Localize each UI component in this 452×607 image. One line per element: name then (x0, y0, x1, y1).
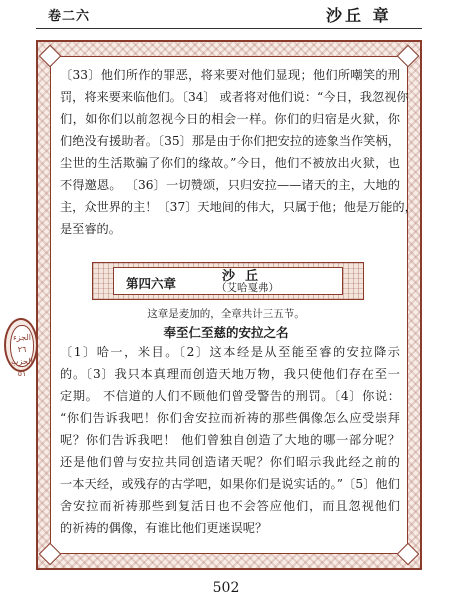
verse-line: 们绝没有援助者。〔35〕那是由于你们把安拉的迹象当作笑柄， (60, 134, 400, 148)
chapter-banner-panel (113, 267, 343, 295)
running-header-chapter: 沙丘 章 (326, 6, 392, 25)
verse-line: 呢？你们告诉我吧！ 他们曾独自创造了大地的哪一部分呢？ (60, 433, 400, 447)
basmala: 奉至仁至慈的安拉之名 (163, 325, 289, 340)
chapter-title: 沙丘 (222, 269, 269, 284)
chapter-alt-title: （艾哈戛弗） (216, 282, 279, 294)
verse-line: 的。〔3〕我只本真理而创造天地万物，我只使他们存在至一 (60, 367, 400, 381)
header-rule (36, 28, 422, 29)
chapter-number: 第四六章 (126, 276, 177, 291)
verse-line: 是至睿的。 (60, 222, 121, 236)
verse-line: 不得邀恩。 〔36〕一切赞颂，只归安拉——诸天的主，大地的 (60, 178, 400, 192)
verse-line: 定期。 不信道的人们不顾他们曾受警告的刑罚。〔4〕你说： (60, 389, 400, 403)
verse-line: 的祈祷的偶像，有谁比他们更迷误呢？ (60, 521, 268, 535)
page-number: 502 (212, 580, 240, 596)
running-header-juz: 卷二六 (48, 9, 91, 24)
verse-line: 罚，将来要来临他们。〔34〕 或者将对他们说：“今日，我忽视你 (60, 90, 409, 104)
juz-medallion (4, 318, 38, 378)
verse-line: “你们告诉我吧！你们舍安拉而祈祷的那些偶像怎么应受崇拜 (60, 411, 400, 425)
verses-block-bottom (60, 341, 400, 539)
verse-line: 们，如你们以前忽视今日的相会一样。你们的归宿是火狱，你 (60, 112, 400, 126)
verse-line: 还是他们曾与安拉共同创造诸天呢？你们昭示我此经之前的 (60, 455, 400, 469)
chapter-note: 这章是麦加的，全章共计三五节。 (147, 308, 305, 320)
medallion-text (11, 332, 33, 380)
chapter-banner (92, 262, 364, 300)
verses-block-top (60, 64, 417, 240)
verse-line: 尘世的生活欺骗了你们的缘故。”今日，他们不被放出火狱，也 (60, 156, 400, 170)
verse-line: 一本天经，或残存的古学吧，如果你们是说实话的。”〔5〕他们 (60, 477, 400, 491)
verse-line: 〔1〕哈一，米目。〔2〕这本经是从至能至睿的安拉降示 (60, 345, 400, 359)
verse-line: 舍安拉而祈祷那些到复活日也不会答应他们，而且忽视他们 (60, 499, 400, 513)
medallion-line: الحزب ٥١ (11, 357, 33, 378)
medallion-line: الجزء ٢٦ (13, 333, 31, 354)
verse-line: 主，众世界的主！〔37〕天地间的伟大，只属于他；他是万能的， (60, 200, 417, 214)
verse-line: 〔33〕他们所作的罪恶，将来要对他们显现；他们所嘲笑的刑 (60, 68, 400, 82)
